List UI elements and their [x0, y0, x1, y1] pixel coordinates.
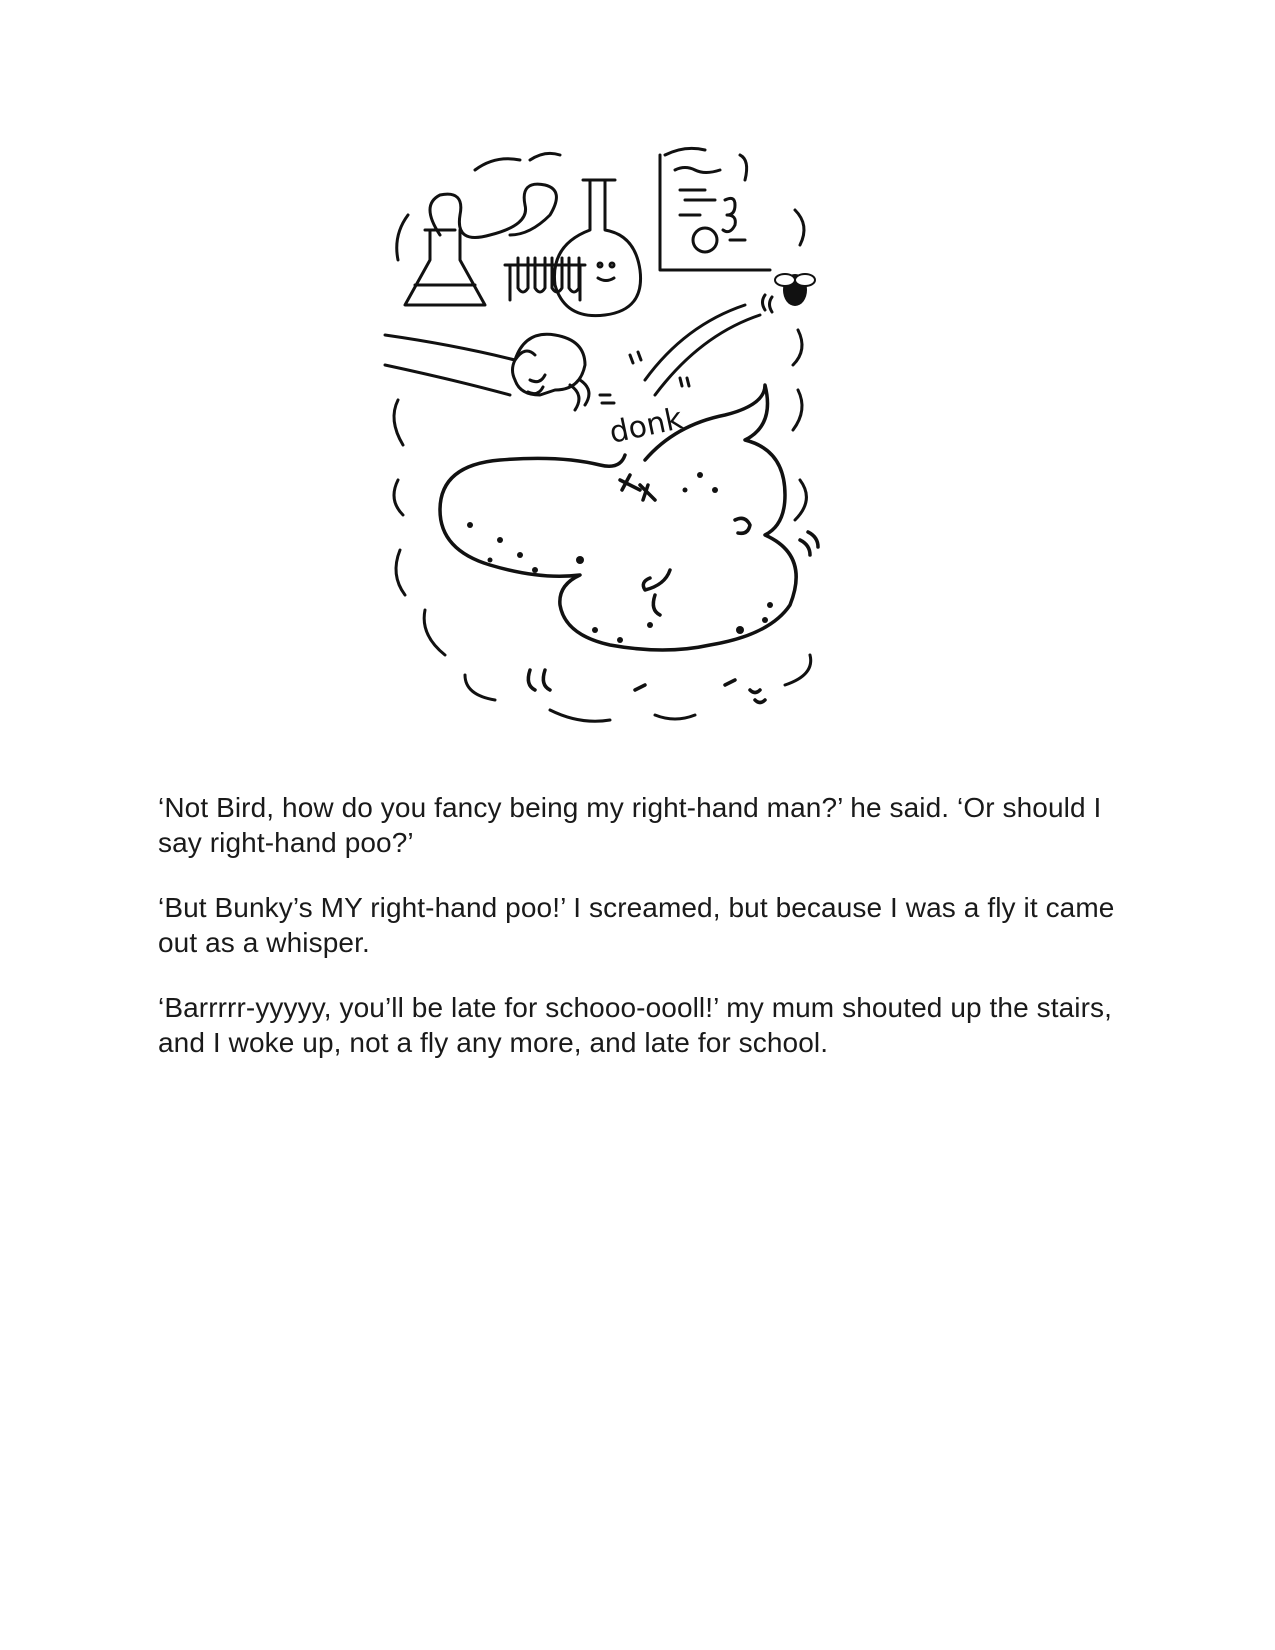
lab-equipment [405, 155, 770, 316]
story-text [158, 790, 1118, 1090]
cartoon-illustration [380, 140, 840, 740]
knocking-fist [385, 334, 689, 410]
poo-speckles [467, 472, 773, 643]
paragraph: ‘Not Bird, how do you fancy being my right-hand man?’ he said. ‘Or should I say right-hand poo?’ [158, 792, 1102, 858]
paragraph: ‘Barrrrr-yyyyy, you’ll be late for schooo-oooll!’ my mum shouted up the stairs, and I woke up, not a fly any more, and late for school. [158, 992, 1113, 1058]
lab-poo-drawing [380, 140, 840, 740]
fly-swat-motion-lines [645, 295, 772, 395]
fly-icon [775, 274, 815, 306]
paragraph: ‘But Bunky’s MY right-hand poo!’ I screamed, but because I was a fly it came out as a whisper. [158, 892, 1115, 958]
sound-effect-text: donk [606, 401, 686, 451]
